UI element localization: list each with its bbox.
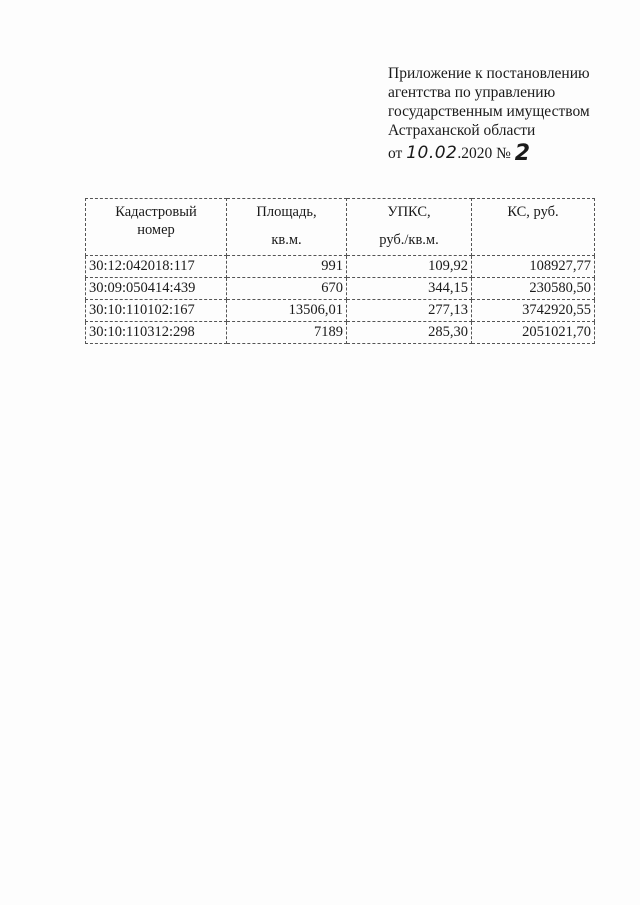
appendix-line-1: Приложение к постановлению	[388, 65, 590, 82]
cell-cadastral-value: 2051021,70	[472, 322, 595, 344]
handwritten-number: 2	[514, 141, 531, 166]
header-cadastral-number-line2: номер	[137, 222, 175, 238]
appendix-line-2: агентства по управлению	[388, 84, 556, 101]
cell-cadastral-value: 108927,77	[472, 256, 595, 278]
header-area	[227, 199, 347, 256]
appendix-date-line	[388, 139, 530, 164]
table-row	[86, 322, 595, 344]
header-upks-line2: руб./кв.м.	[379, 232, 439, 248]
cell-upks: 285,30	[347, 322, 472, 344]
cell-cadastral-value: 230580,50	[472, 278, 595, 300]
table-header-row	[86, 199, 595, 256]
cell-area: 991	[227, 256, 347, 278]
header-upks	[347, 199, 472, 256]
cell-area: 7189	[227, 322, 347, 344]
appendix-header	[388, 64, 618, 140]
cell-cadastral-number: 30:12:042018:117	[86, 256, 227, 278]
cell-upks: 277,13	[347, 300, 472, 322]
cell-upks: 344,15	[347, 278, 472, 300]
header-cadastral-number	[86, 199, 227, 256]
table-row	[86, 256, 595, 278]
date-prefix: от	[388, 145, 403, 162]
cell-cadastral-number: 30:10:110312:298	[86, 322, 227, 344]
cell-area: 13506,01	[227, 300, 347, 322]
handwritten-date: 10.02	[406, 143, 458, 163]
cell-area: 670	[227, 278, 347, 300]
cadastral-value-table	[85, 198, 595, 344]
header-cadastral-value: КС, руб.	[472, 199, 595, 256]
cell-cadastral-number: 30:10:110102:167	[86, 300, 227, 322]
header-upks-line1: УПКС,	[387, 204, 431, 220]
header-area-line1: Площадь,	[256, 204, 317, 220]
cell-cadastral-value: 3742920,55	[472, 300, 595, 322]
number-label: №	[496, 145, 511, 162]
header-cadastral-number-line1: Кадастровый	[115, 204, 197, 220]
cell-cadastral-number: 30:09:050414:439	[86, 278, 227, 300]
table-row	[86, 278, 595, 300]
appendix-line-4: Астраханской области	[388, 122, 536, 139]
appendix-line-3: государственным имуществом	[388, 103, 590, 120]
table-row	[86, 300, 595, 322]
header-area-line2: кв.м.	[271, 232, 302, 248]
cell-upks: 109,92	[347, 256, 472, 278]
date-year: .2020	[457, 145, 493, 162]
